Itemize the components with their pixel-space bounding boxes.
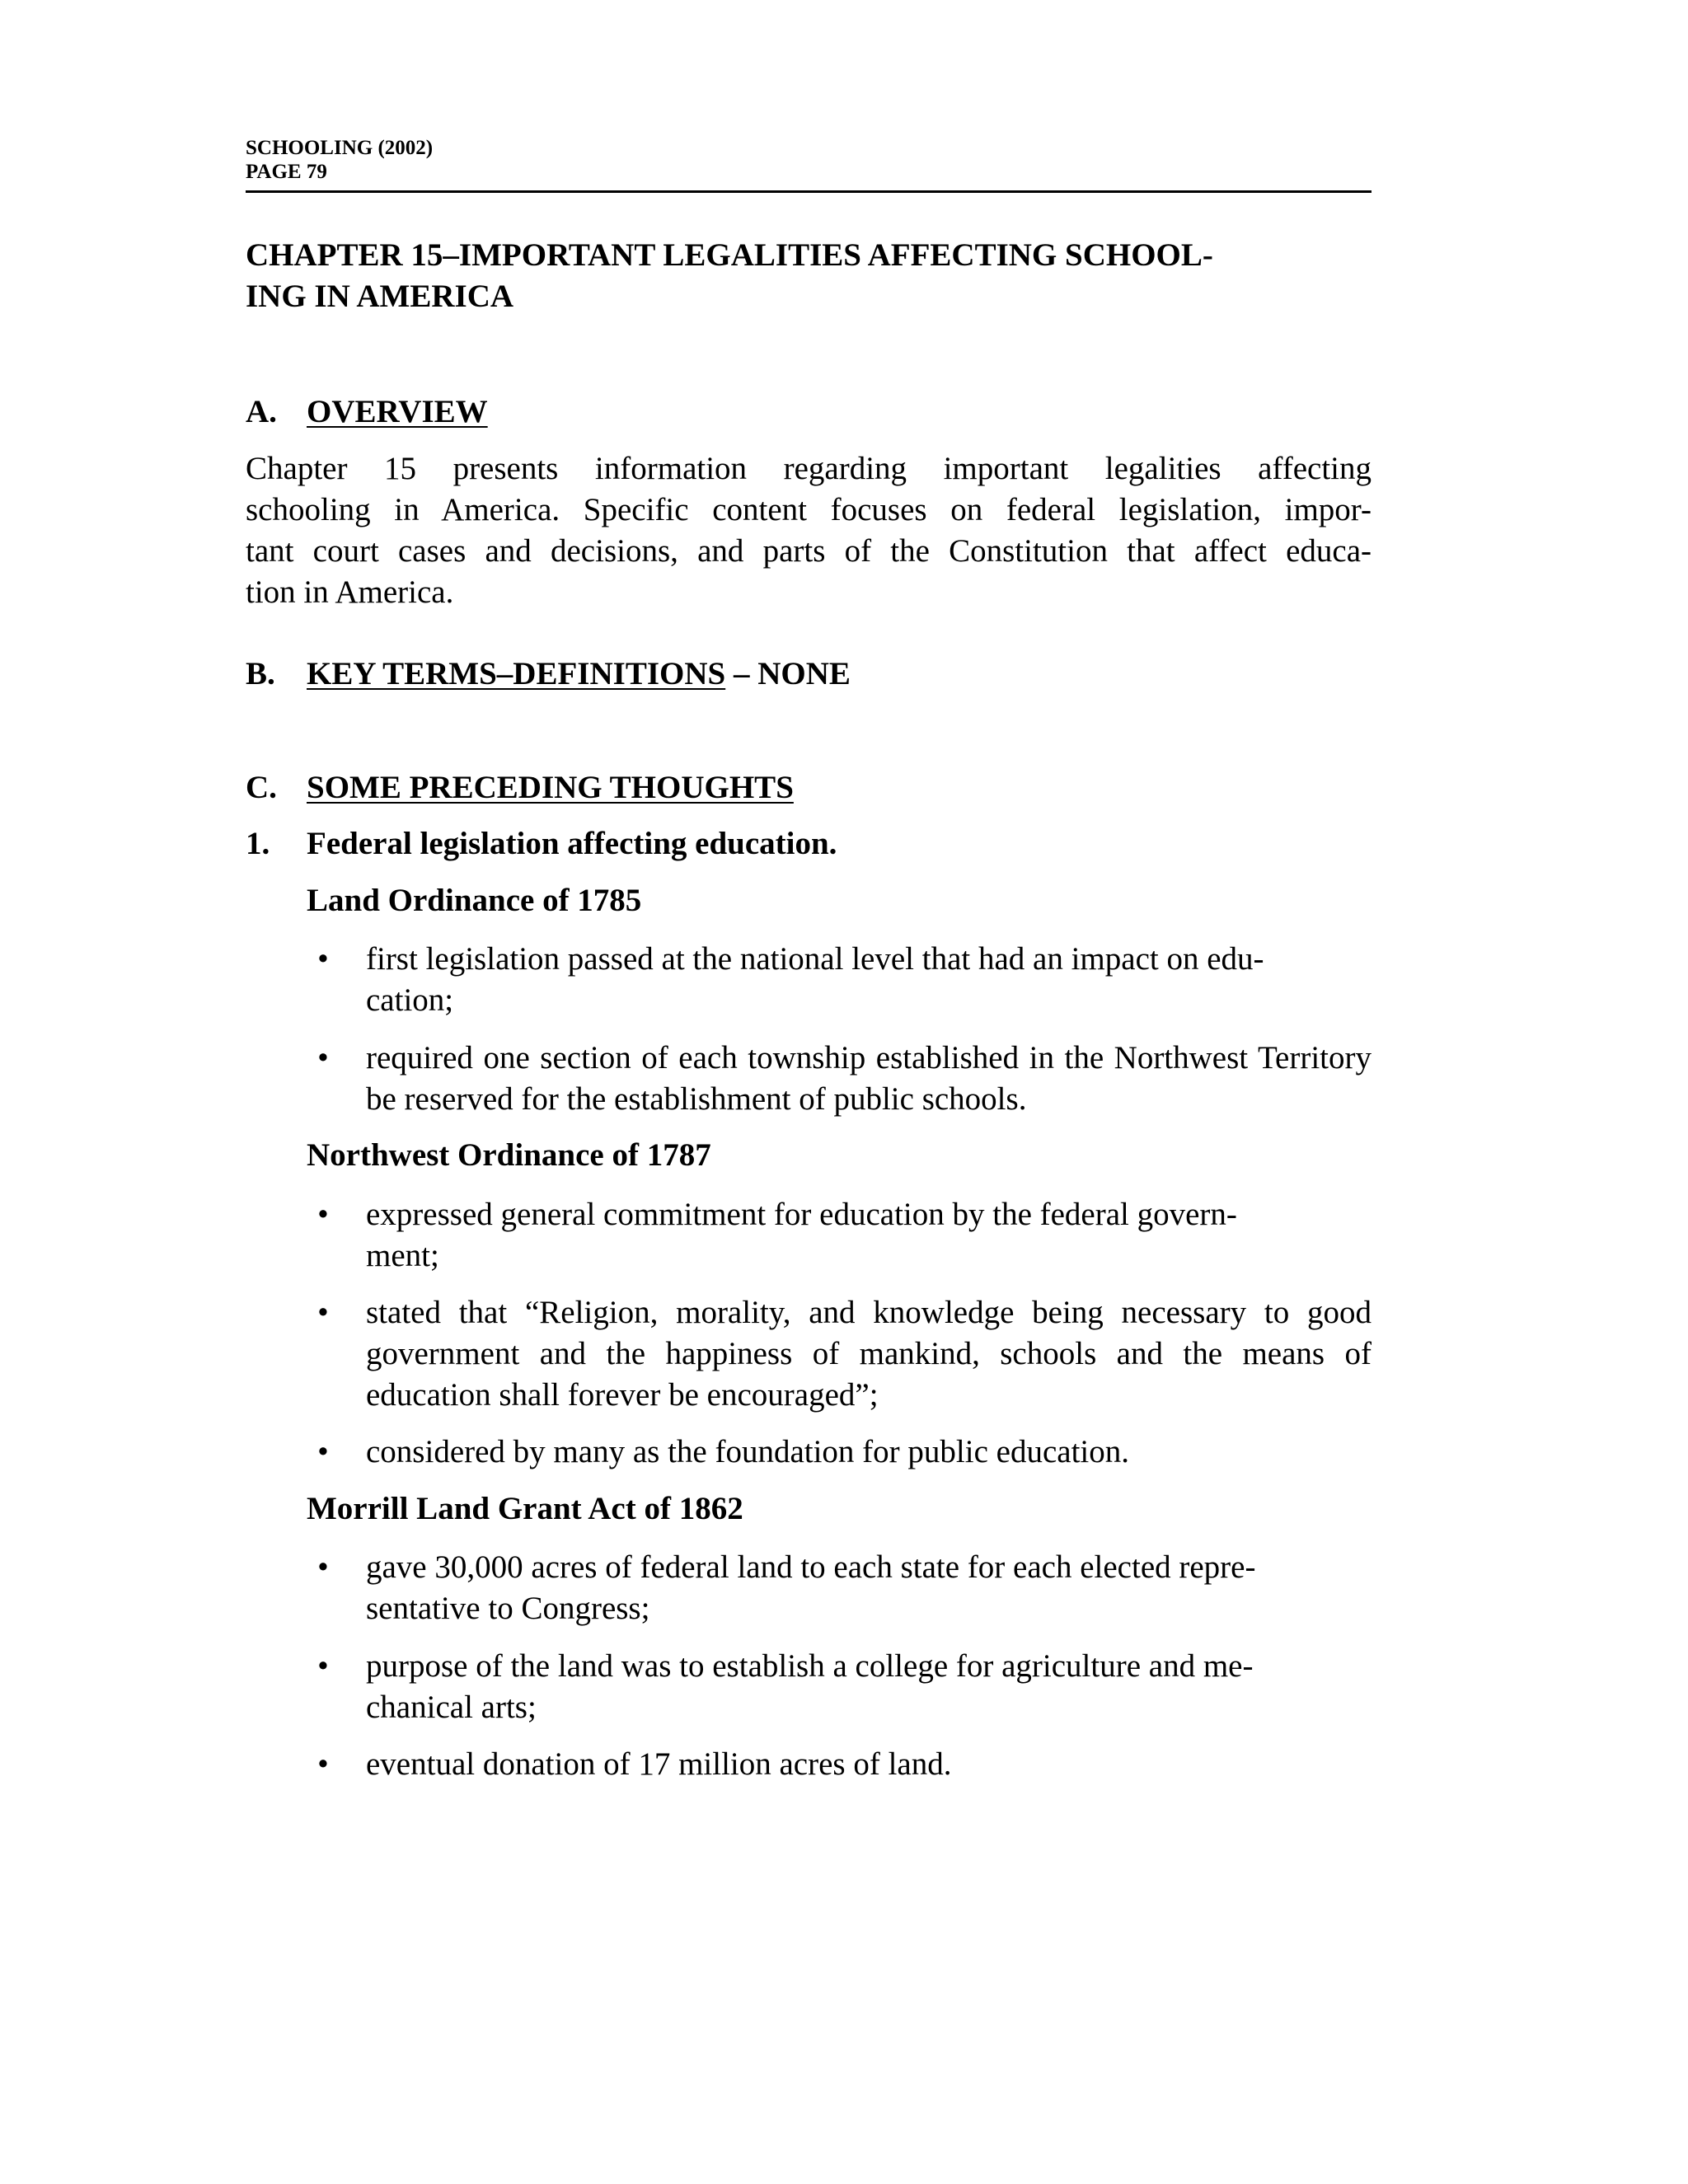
overview-line-4: tion in America. <box>246 574 454 610</box>
bullet-text: stated that “Religion, morality, and knowledge being necessary to good government and the happiness of mankind, schools and the means of education shall forever be encouraged”; <box>366 1295 1372 1413</box>
chapter-title <box>246 235 1372 317</box>
section-a-letter: A. <box>246 394 277 429</box>
bullet-marker: • <box>317 1040 329 1076</box>
list-item <box>307 1292 1372 1416</box>
list-item <box>307 1432 1372 1473</box>
overview-line-2: schooling in America. Specific content focuses on federal legislation, impor- <box>246 492 1372 527</box>
list-item <box>307 1646 1372 1728</box>
group-1-heading: Land Ordinance of 1785 <box>307 883 642 918</box>
header-page-number: PAGE 79 <box>246 161 327 183</box>
section-b-letter: B. <box>246 656 275 691</box>
bullet-text: considered by many as the foundation for public education. <box>366 1434 1129 1469</box>
section-a-title: OVERVIEW <box>307 394 488 429</box>
list-item <box>307 1038 1372 1120</box>
chapter-title-line-2: ING IN AMERICA <box>246 279 514 314</box>
bullet-marker: • <box>317 1746 329 1782</box>
running-header <box>246 136 1372 193</box>
section-b-heading <box>246 654 1372 695</box>
list-item <box>307 1547 1372 1629</box>
item-1-number: 1. <box>246 826 270 861</box>
bullet-marker: • <box>317 1434 329 1469</box>
section-b-suffix: – NONE <box>725 656 851 691</box>
chapter-title-line-1: CHAPTER 15–IMPORTANT LEGALITIES AFFECTING SCHOOL- <box>246 237 1213 273</box>
overview-line-1: Chapter 15 presents information regarding important legalities affecting <box>246 451 1372 486</box>
list-item <box>307 1194 1372 1277</box>
bullet-text: eventual donation of 17 million acres of land. <box>366 1746 952 1782</box>
overview-line-3: tant court cases and decisions, and parts of the Constitution that affect educa- <box>246 533 1372 569</box>
bullet-marker: • <box>317 941 329 977</box>
bullet-marker: • <box>317 1648 329 1684</box>
list-item <box>307 1744 1372 1785</box>
bullet-marker: • <box>317 1295 329 1330</box>
section-c-title: SOME PRECEDING THOUGHTS <box>307 770 794 805</box>
bullet-marker: • <box>317 1549 329 1585</box>
group-2-heading: Northwest Ordinance of 1787 <box>307 1137 711 1173</box>
item-1-heading <box>246 823 1372 865</box>
bullet-text: first legislation passed at the national level that had an impact on edu- cation; <box>366 941 1264 1018</box>
section-c-heading <box>246 767 1372 808</box>
bullet-marker: • <box>317 1197 329 1232</box>
section-b-title: KEY TERMS–DEFINITIONS <box>307 656 726 691</box>
list-item <box>307 939 1372 1021</box>
section-c-letter: C. <box>246 770 277 805</box>
bullet-text: required one section of each township established in the Northwest Territory be reserved for the establishment of public schools. <box>366 1040 1372 1117</box>
section-a-heading <box>246 391 1372 433</box>
bullet-text: expressed general commitment for education by the federal govern- ment; <box>366 1197 1237 1273</box>
group-3-heading: Morrill Land Grant Act of 1862 <box>307 1491 743 1526</box>
bullet-text: gave 30,000 acres of federal land to each state for each elected repre- sentative to Congress; <box>366 1549 1256 1626</box>
item-1-title: Federal legislation affecting education. <box>307 826 837 861</box>
bullet-text: purpose of the land was to establish a college for agriculture and me- chanical arts; <box>366 1648 1254 1725</box>
header-title: SCHOOLING (2002) <box>246 137 434 159</box>
overview-paragraph <box>246 448 1372 613</box>
